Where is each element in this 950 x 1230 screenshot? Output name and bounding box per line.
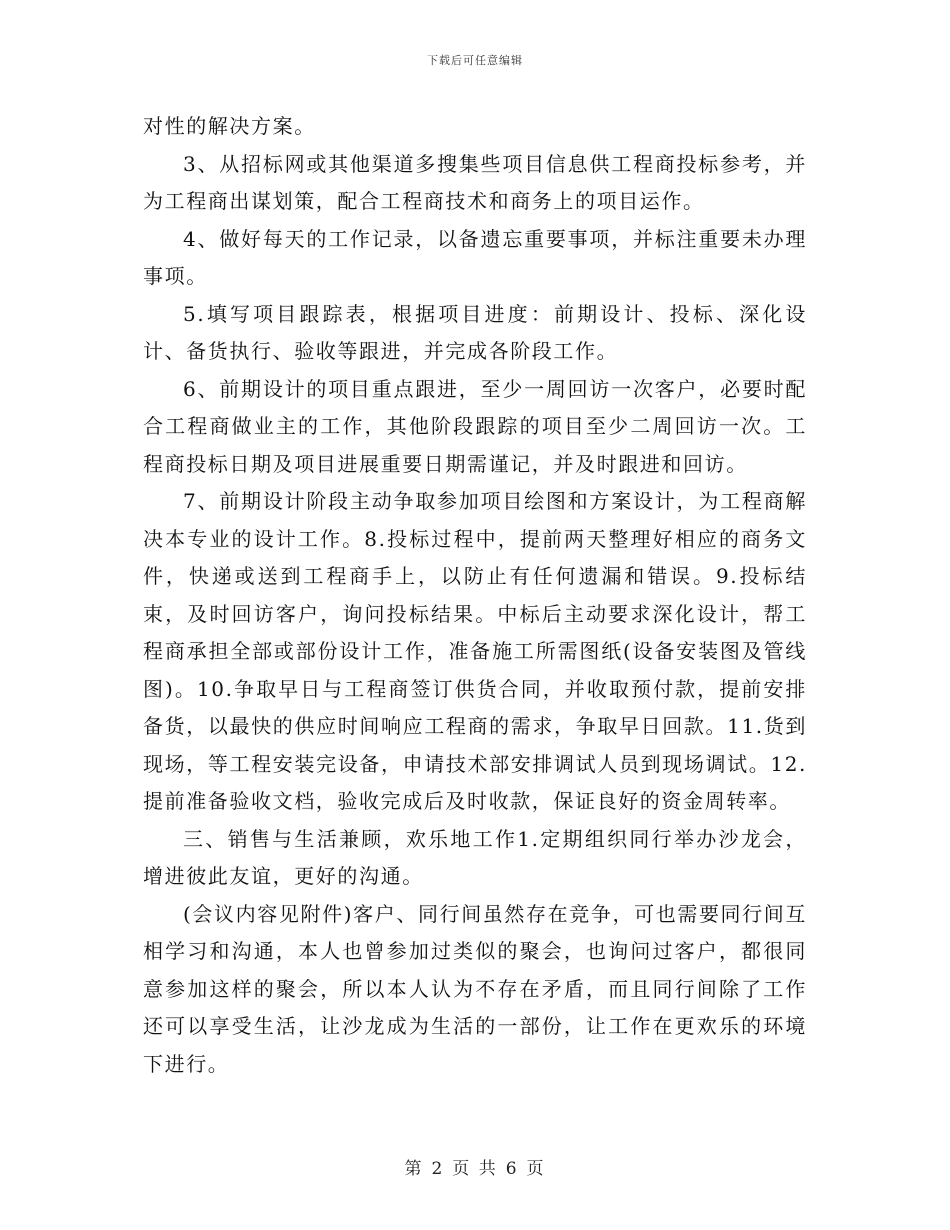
paragraph-item-5: 5.填写项目跟踪表，根据项目进度：前期设计、投标、深化设计、备货执行、验收等跟进，并完成各阶段工作。 [143, 301, 807, 363]
paragraph-meeting-note: (会议内容见附件)客户、同行间虽然存在竞争，可也需要同行间互相学习和沟通，本人也曾参加过类似的聚会，也询问过客户，都很同意参加这样的聚会，所以本人认为不存在矛盾，而且同行间除了工作还可以享受生活，让沙龙成为生活的一部份，让工作在更欢乐的环境下进行。 [143, 901, 807, 1076]
paragraph-continuation: 对性的解决方案。 [143, 114, 316, 138]
document-body [143, 108, 807, 1083]
page-header-note: 下载后可任意编辑 [427, 54, 523, 67]
paragraph-item-4: 4、做好每天的工作记录，以备遗忘重要事项，并标注重要未办理事项。 [143, 226, 807, 288]
paragraph-item-6: 6、前期设计的项目重点跟进，至少一周回访一次客户，必要时配合工程商做业主的工作，其他阶段跟踪的项目至少二周回访一次。工程商投标日期及项目进展重要日期需谨记，并及时跟进和回访。 [143, 376, 807, 476]
paragraph-item-3: 3、从招标网或其他渠道多搜集些项目信息供工程商投标参考，并为工程商出谋划策，配合工程商技术和商务上的项目运作。 [143, 151, 807, 213]
paragraph-section-3: 三、销售与生活兼顾，欢乐地工作1.定期组织同行举办沙龙会，增进彼此友谊，更好的沟通。 [143, 826, 807, 888]
footer-total-pages: 6 [505, 1159, 519, 1179]
footer-current-page: 2 [431, 1159, 445, 1179]
paragraph-item-7: 7、前期设计阶段主动争取参加项目绘图和方案设计，为工程商解决本专业的设计工作。8.投标过程中，提前两天整理好相应的商务文件，快递或送到工程商手上，以防止有任何遗漏和错误。9.投标结束，及时回访客户，询问投标结果。中标后主动要求深化设计，帮工程商承担全部或部份设计工作，准备施工所需图纸(设备安装图及管线图)。10.争取早日与工程商签订供货合同，并收取预付款，提前安排备货，以最快的供应时间响应工程商的需求，争取早日回款。11.货到现场，等工程安装完设备，申请技术部安排调试人员到现场调试。12.提前准备验收文档，验收完成后及时收款，保证良好的资金周转率。 [143, 489, 807, 813]
footer-prefix: 第 [404, 1159, 424, 1179]
page-number-footer [0, 1154, 950, 1179]
footer-middle: 页 共 [452, 1159, 498, 1179]
footer-suffix: 页 [526, 1159, 546, 1179]
